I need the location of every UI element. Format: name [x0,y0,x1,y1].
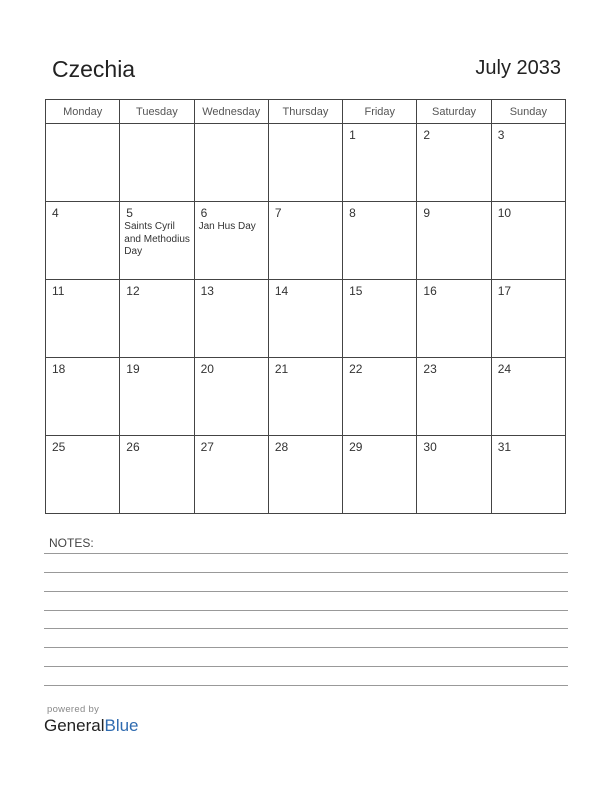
day-cell [120,280,194,358]
day-number: 16 [423,284,437,298]
day-cell [491,436,565,514]
day-cell [120,124,194,202]
day-number: 18 [52,362,66,376]
week-row [46,202,566,280]
notes-label: NOTES: [49,536,94,550]
day-number: 30 [423,440,437,454]
weekday-header: Monday [46,100,120,124]
day-cell [417,124,491,202]
day-number: 8 [349,206,356,220]
day-cell [120,202,194,280]
day-cell [491,280,565,358]
notes-line [44,591,568,592]
day-number: 11 [52,284,65,298]
calendar-grid [45,99,566,514]
day-number: 23 [423,362,437,376]
notes-line [44,572,568,573]
day-cell [491,358,565,436]
day-number: 29 [349,440,363,454]
day-cell [268,202,342,280]
weekday-header: Friday [343,100,417,124]
weekday-header-row [46,100,566,124]
day-cell [194,280,268,358]
day-cell [46,124,120,202]
day-number: 3 [497,128,505,142]
day-cell [194,124,268,202]
generalblue-logo[interactable] [44,716,139,736]
powered-by-text: powered by [47,704,100,715]
day-cell [46,436,120,514]
day-cell [46,280,120,358]
day-number: 7 [274,206,282,220]
day-cell [268,358,342,436]
day-cell [46,202,120,280]
notes-line [44,666,568,667]
month-year-title: July 2033 [475,57,561,79]
day-cell [343,124,417,202]
day-number: 6 [200,206,208,220]
day-number: 4 [52,206,59,220]
day-cell [268,124,342,202]
week-row [46,124,566,202]
notes-line [44,628,568,629]
weekday-header: Wednesday [194,100,268,124]
day-number: 21 [274,362,289,376]
day-number: 12 [126,284,140,298]
day-number: 20 [200,362,214,376]
day-number: 17 [497,284,512,298]
day-cell [417,202,491,280]
day-number: 28 [274,440,289,454]
day-number: 27 [200,440,214,454]
week-row [46,358,566,436]
day-number: 10 [497,206,512,220]
notes-line [44,685,568,686]
day-cell [491,124,565,202]
notes-line [44,647,568,648]
holiday-label: Jan Hus Day [198,221,256,232]
day-cell [120,436,194,514]
week-row [46,280,566,358]
day-number: 1 [349,128,356,142]
weekday-header: Sunday [491,100,565,124]
day-number: 26 [126,440,140,454]
day-number: 25 [52,440,66,454]
weekday-header: Thursday [268,100,342,124]
country-title: Czechia [52,56,136,82]
day-cell [417,436,491,514]
weekday-header: Tuesday [120,100,194,124]
day-cell [194,202,268,280]
day-number: 15 [349,284,363,298]
day-number: 24 [497,362,512,376]
day-cell [268,436,342,514]
weekday-header: Saturday [417,100,491,124]
day-number: 2 [423,128,431,142]
day-number: 13 [200,284,214,298]
brand-blue: Blue [104,716,139,735]
day-cell [343,280,417,358]
day-cell [343,436,417,514]
notes-line [44,553,568,554]
day-cell [417,358,491,436]
notes-line [44,610,568,611]
day-cell [268,280,342,358]
day-number: 14 [274,284,289,298]
day-number: 19 [126,362,140,376]
brand-general: General [44,716,105,735]
day-cell [194,436,268,514]
day-cell [343,202,417,280]
day-cell [417,280,491,358]
day-number: 5 [126,206,133,220]
day-cell [120,358,194,436]
day-cell [343,358,417,436]
week-row [46,436,566,514]
day-number: 31 [497,440,512,454]
day-cell [46,358,120,436]
day-cell [491,202,565,280]
holiday-label: Saints Cyril and Methodius Day [124,221,190,257]
day-number: 9 [423,206,431,220]
day-cell [194,358,268,436]
day-number: 22 [349,362,363,376]
